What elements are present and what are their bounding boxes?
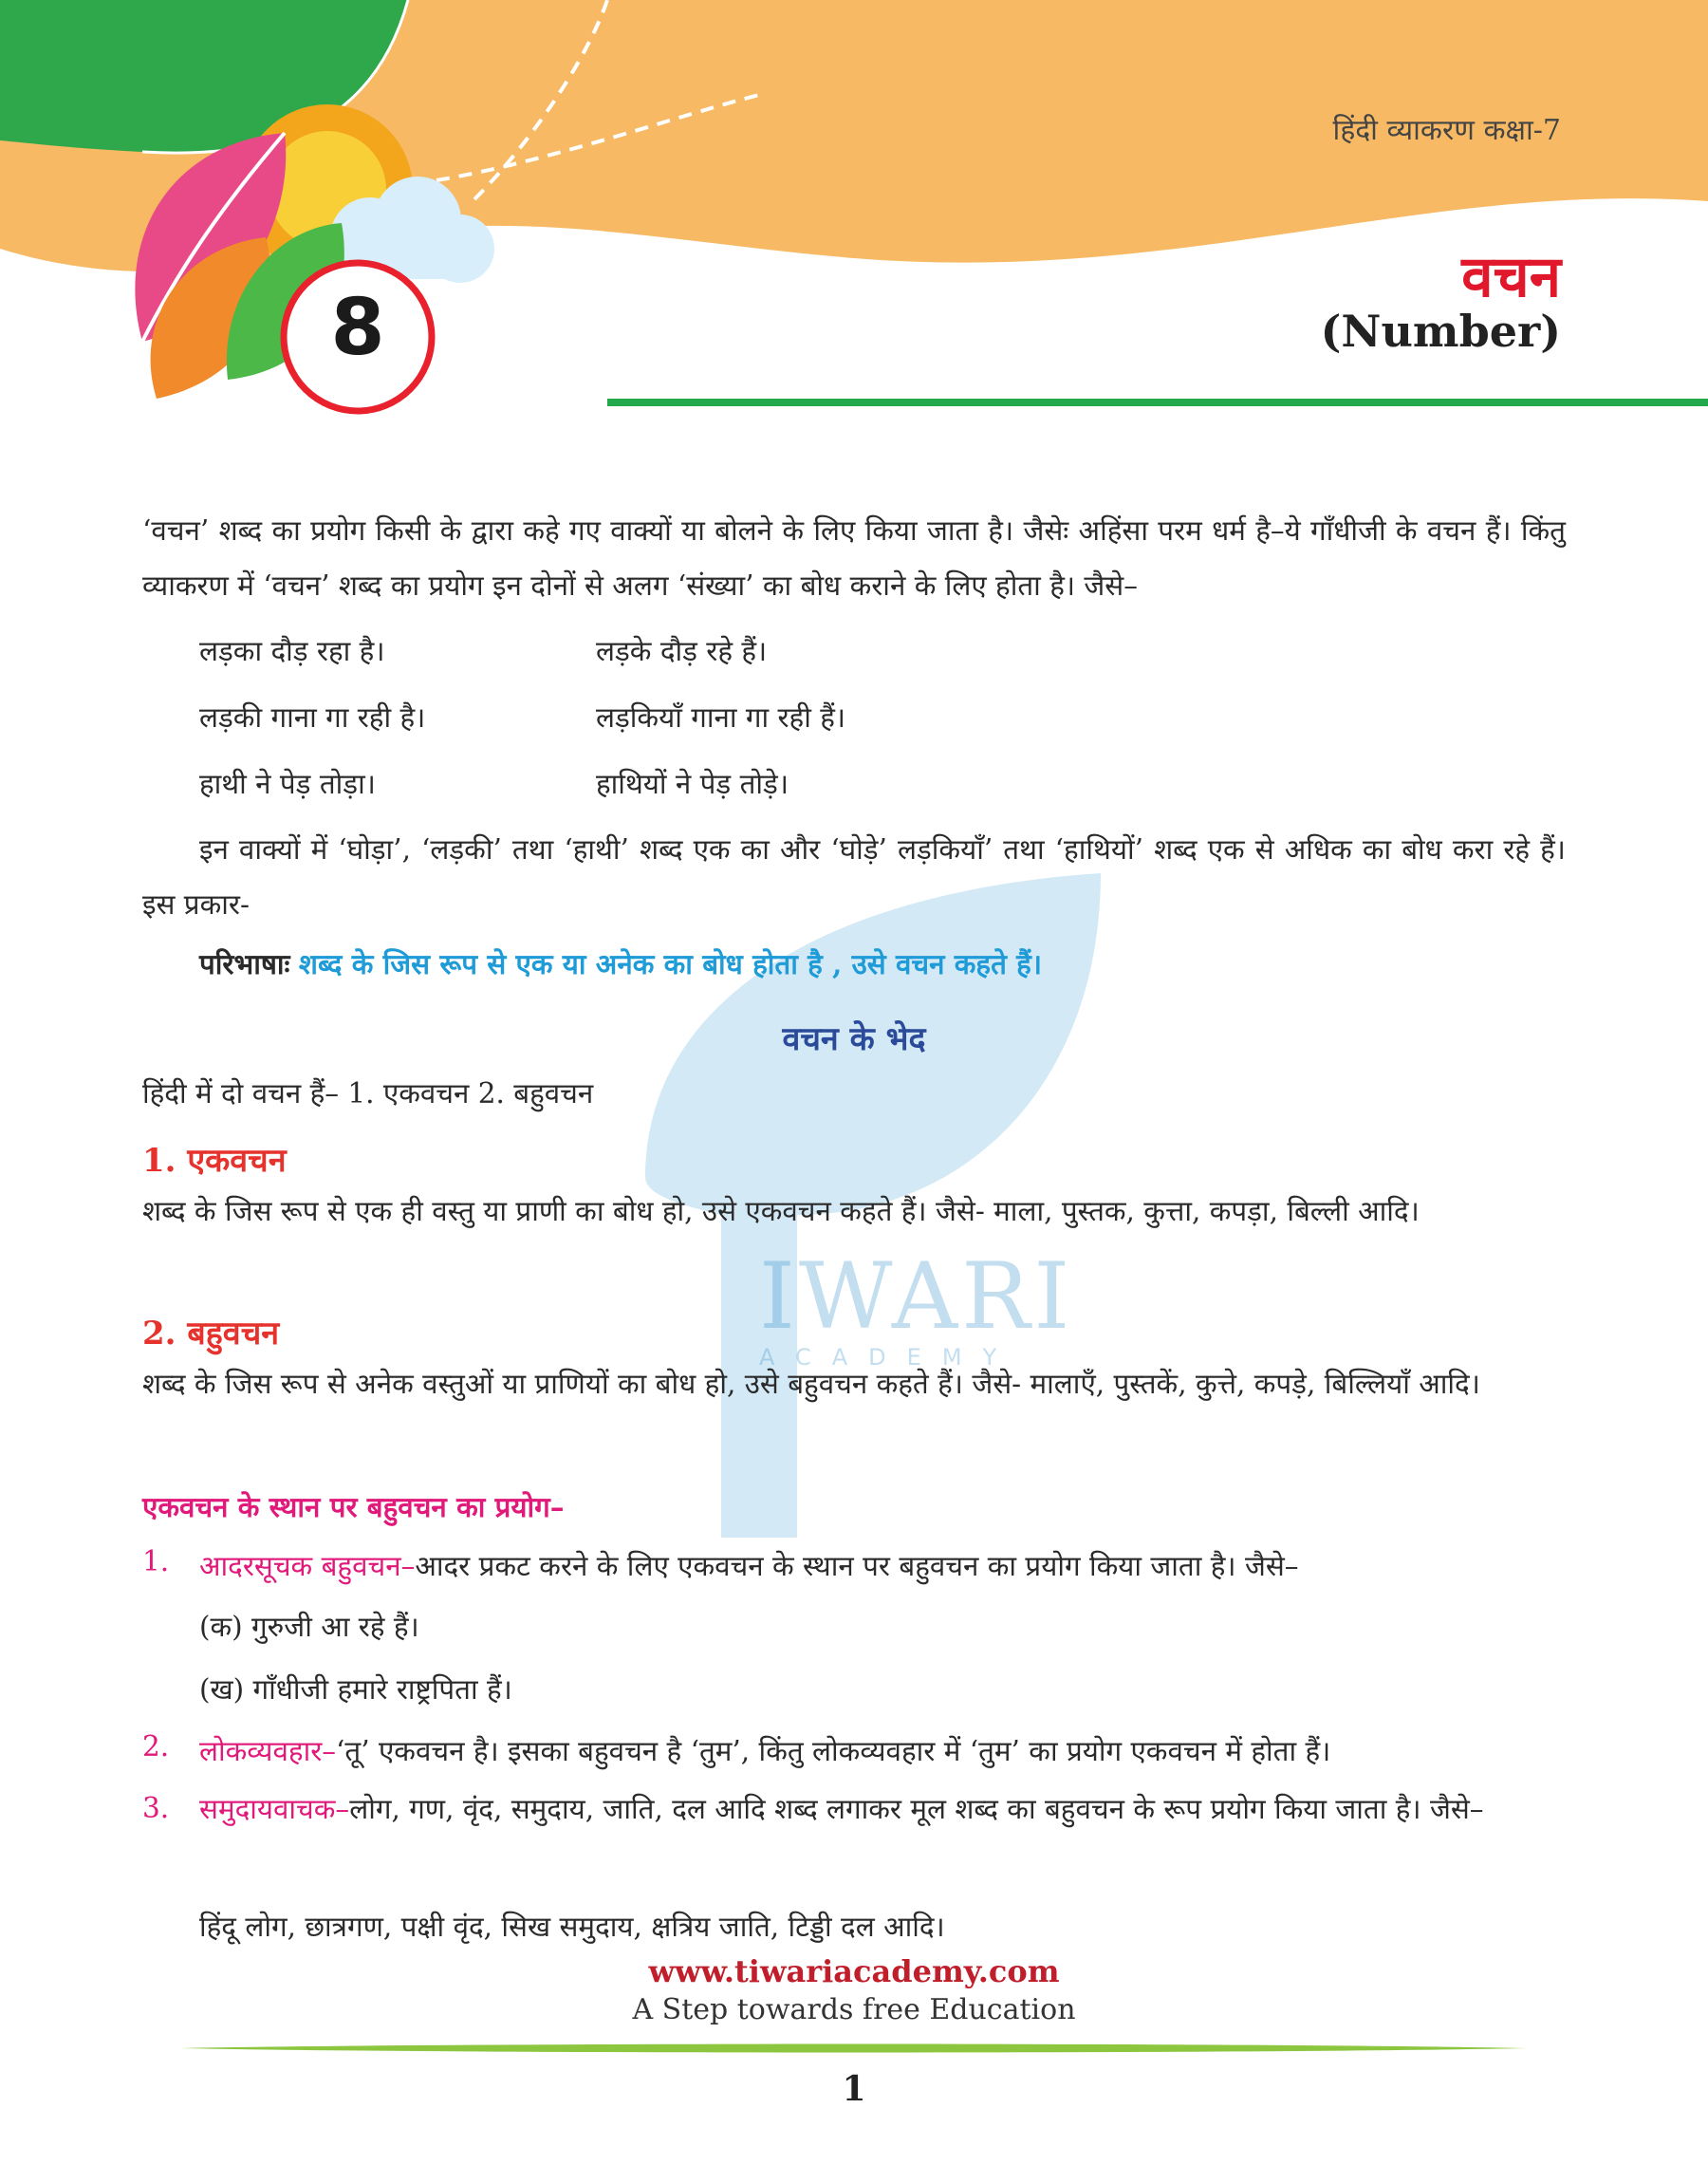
footer-divider bbox=[180, 2041, 1528, 2056]
usage-item-text: आदर प्रकट करने के लिए एकवचन के स्थान पर बहुवचन का प्रयोग किया जाता है। जैसे– bbox=[415, 1550, 1299, 1582]
types-heading: वचन के भेद bbox=[782, 1020, 926, 1058]
example-plural: हाथियों ने पेड़ तोड़े। bbox=[596, 768, 789, 800]
usage-sub-example: (क) गुरुजी आ रहे हैं। bbox=[199, 1611, 419, 1643]
singular-heading: 1. एकवचन bbox=[142, 1142, 287, 1180]
singular-text: शब्द के जिस रूप से एक ही वस्तु या प्राणी का बोध हो, उसे एकवचन कहते हैं। जैसे- माला, पुस्तक, कुत्ता, कपड़ा, बिल्ली आदि। bbox=[142, 1195, 1420, 1227]
footer-url[interactable]: www.tiwariacademy.com bbox=[648, 1953, 1060, 1989]
usage-item-text: ‘तू’ एकवचन है। इसका बहुवचन है ‘तुम’, किंतु लोकव्यवहार में ‘तुम’ का प्रयोग एकवचन में होता हैं। bbox=[336, 1735, 1331, 1767]
footer-tagline: A Step towards free Education bbox=[632, 1993, 1076, 2026]
chapter-subtitle: (Number) bbox=[1320, 306, 1561, 357]
example-singular: लड़की गाना गा रही है। bbox=[199, 701, 426, 734]
explanation-paragraph: इन वाक्यों में ‘घोड़ा’, ‘लड़की’ तथा ‘हाथी’ शब्द एक का और ‘घोड़े’ लड़कियाँ’ तथा ‘हाथियों’ शब्द एक से अधिक का बोध करा रहे हैं। इस प्रकार- bbox=[142, 833, 1566, 921]
types-intro: हिंदी में दो वचन हैं– 1. एकवचन 2. बहुवचन bbox=[142, 1077, 594, 1110]
usage-heading: एकवचन के स्थान पर बहुवचन का प्रयोग– bbox=[142, 1490, 565, 1523]
usage-item-number: 3. bbox=[142, 1792, 170, 1824]
page-number: 1 bbox=[842, 2069, 866, 2109]
example-singular: लड़का दौड़ रहा है। bbox=[199, 635, 385, 667]
usage-item-honorific bbox=[199, 1545, 1299, 1584]
usage-collective-example: हिंदू लोग, छात्रगण, पक्षी वृंद, सिख समुदाय, क्षत्रिय जाति, टिड्डी दल आदि। bbox=[199, 1911, 945, 1943]
header-artwork bbox=[0, 0, 1708, 437]
usage-item-term: समुदायवाचक– bbox=[199, 1793, 350, 1825]
usage-item-term: लोकव्यवहार– bbox=[199, 1735, 337, 1767]
usage-sub-example: (ख) गाँधीजी हमारे राष्ट्रपिता हैं। bbox=[199, 1673, 512, 1706]
definition-label: परिभाषाः bbox=[199, 947, 290, 980]
watermark-text: IWARI bbox=[759, 1243, 1074, 1350]
plural-heading: 2. बहुवचन bbox=[142, 1315, 280, 1353]
example-plural: लड़के दौड़ रहे हैं। bbox=[596, 635, 768, 667]
usage-item-convention bbox=[199, 1730, 1330, 1769]
chapter-title: वचन bbox=[1461, 244, 1561, 310]
example-plural: लड़कियाँ गाना गा रही हैं। bbox=[596, 701, 846, 734]
watermark-subtext: ACADEMY bbox=[759, 1344, 1018, 1371]
usage-item-text: लोग, गण, वृंद, समुदाय, जाति, दल आदि शब्द लगाकर मूल शब्द का बहुवचन के रूप प्रयोग किया जाता है। जैसे– bbox=[349, 1793, 1484, 1825]
usage-item-term: आदरसूचक बहुवचन– bbox=[199, 1550, 416, 1582]
intro-paragraph: ‘वचन’ शब्द का प्रयोग किसी के द्वारा कहे गए वाक्यों या बोलने के लिए किया जाता है। जैसेः अहिंसा परम धर्म है–ये गाँधीजी के वचन हैं। किंतु व्याकरण में ‘वचन’ शब्द का प्रयोग इन दोनों से अलग ‘संख्या’ का बोध कराने के लिए होता है। जैसे– bbox=[142, 514, 1566, 602]
definition bbox=[199, 943, 1042, 982]
usage-item-number: 2. bbox=[142, 1730, 170, 1763]
example-singular: हाथी ने पेड़ तोड़ा। bbox=[199, 768, 376, 800]
usage-item-number: 1. bbox=[142, 1545, 170, 1577]
plural-text: शब्द के जिस रूप से अनेक वस्तुओं या प्राणियों का बोध हो, उसे बहुवचन कहते हैं। जैसे- मालाएँ, पुस्तकें, कुत्ते, कपड़े, बिल्लियाँ आदि। bbox=[142, 1368, 1480, 1400]
chapter-number: 8 bbox=[330, 283, 385, 373]
usage-item-collective bbox=[199, 1784, 1566, 1834]
class-label: हिंदी व्याकरण कक्षा-7 bbox=[1332, 114, 1561, 147]
definition-text: शब्द के जिस रूप से एक या अनेक का बोध होता है , उसे वचन कहते हैं। bbox=[298, 947, 1043, 980]
